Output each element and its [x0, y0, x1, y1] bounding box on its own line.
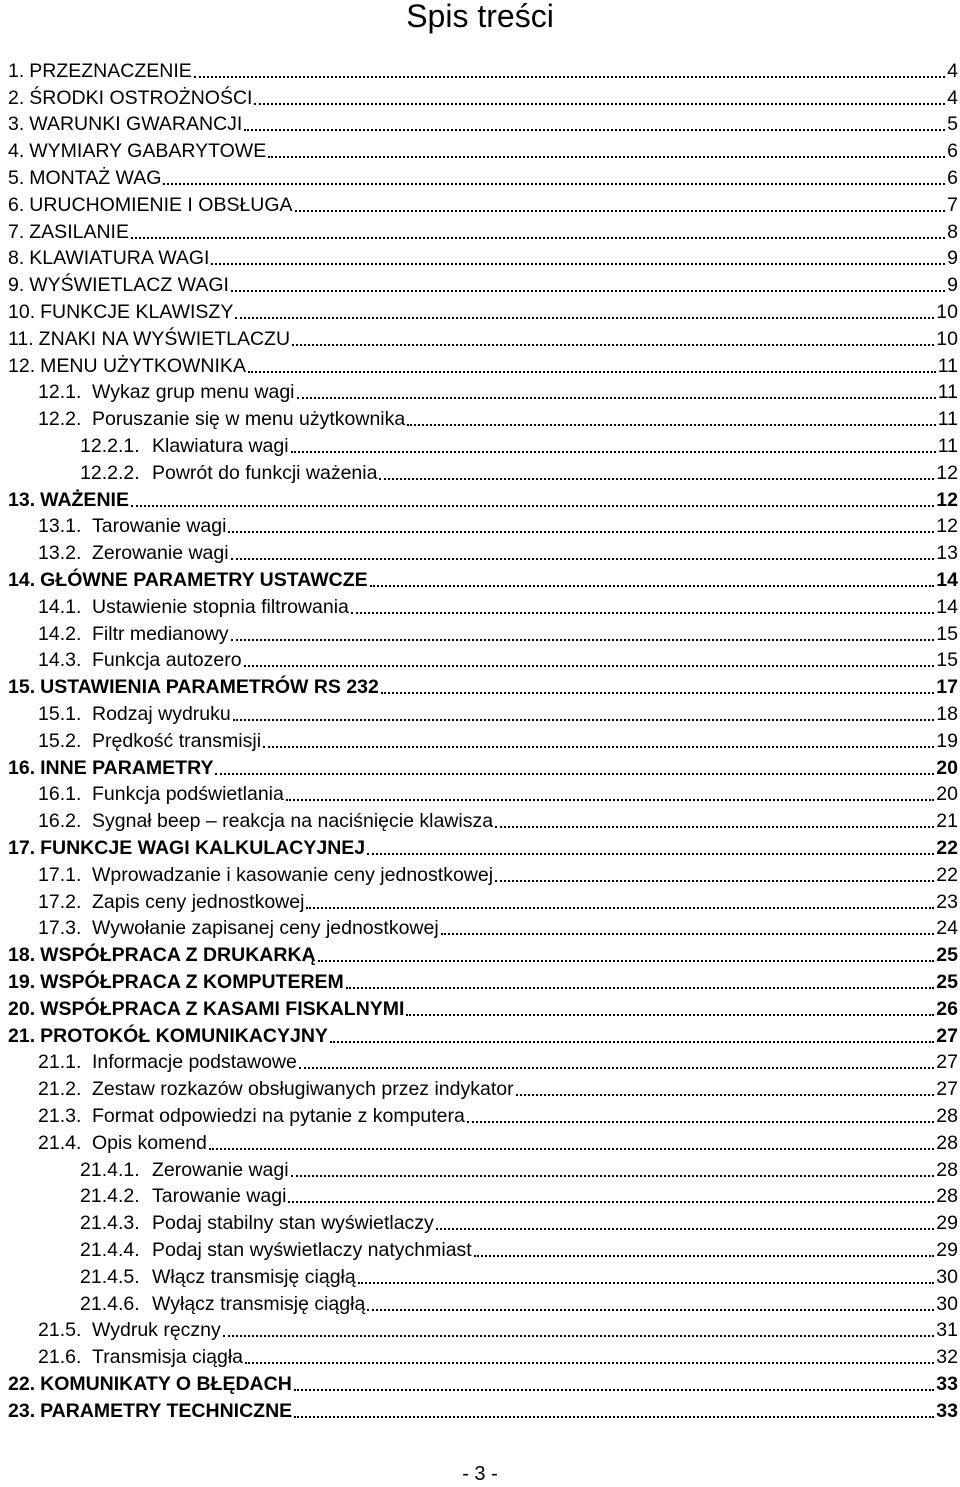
toc-entry-page: 9: [947, 247, 958, 270]
toc-entry-page: 31: [936, 1319, 958, 1342]
toc-entry[interactable]: [0, 1262, 958, 1289]
dot-leader: [248, 371, 936, 373]
toc-entry[interactable]: [0, 136, 958, 163]
toc-entry-number: 17.3.: [38, 917, 82, 940]
toc-entry-number: 15.1.: [38, 702, 82, 725]
toc-entry[interactable]: [0, 646, 958, 673]
toc-entry-page: 10: [936, 327, 958, 350]
toc-entry-page: 11: [937, 354, 958, 377]
toc-entry-number: 21.4.3.: [80, 1212, 140, 1235]
toc-entry[interactable]: [0, 726, 958, 753]
toc-entry-number: 21.5.: [38, 1319, 82, 1342]
dot-leader: [299, 1067, 934, 1069]
toc-entry-label: ZNAKI NA WYŚWIETLACZU: [38, 327, 291, 350]
toc-entry-label: PRZEZNACZENIE: [29, 59, 192, 82]
toc-entry-page: 22: [936, 863, 958, 886]
toc-entry-page: 9: [947, 274, 958, 297]
toc-entry-page: 33: [936, 1399, 958, 1422]
toc-entry[interactable]: [0, 1369, 958, 1396]
toc-entry-page: 24: [936, 917, 958, 940]
toc-entry-number: 16.1.: [38, 783, 82, 806]
dot-leader: [358, 1282, 935, 1284]
toc-entry[interactable]: [0, 860, 958, 887]
toc-entry-label: Funkcja podświetlania: [92, 783, 284, 806]
toc-entry-page: 20: [936, 756, 958, 779]
toc-entry-number: 7.: [8, 220, 25, 243]
toc-entry-page: 15: [936, 649, 958, 672]
dot-leader: [286, 799, 934, 801]
toc-entry-number: 9.: [8, 274, 25, 297]
page-title: Spis treści: [406, 0, 554, 34]
toc-entry-number: 21.2.: [38, 1078, 82, 1101]
toc-entry-page: 33: [936, 1372, 958, 1395]
dot-leader: [211, 263, 945, 265]
toc-entry-page: 7: [947, 193, 958, 216]
toc-entry-number: 1.: [8, 59, 25, 82]
toc-entry-page: 12: [936, 488, 958, 511]
toc-entry[interactable]: [0, 351, 958, 378]
toc-entry-number: 14.: [8, 568, 36, 591]
toc-entry[interactable]: [0, 297, 958, 324]
toc-entry[interactable]: [0, 672, 958, 699]
dot-leader: [131, 505, 934, 507]
toc-entry-label: ŚRODKI OSTROŻNOŚCI: [29, 86, 253, 109]
toc-entry[interactable]: [0, 780, 958, 807]
toc-entry-number: 3.: [8, 113, 25, 136]
toc-entry-page: 10: [936, 300, 958, 323]
toc-entry-label: Wywołanie zapisanej ceny jednostkowej: [92, 917, 439, 940]
toc-entry-number: 14.1.: [38, 595, 82, 618]
toc-entry-page: 4: [947, 86, 958, 109]
dot-leader: [367, 853, 934, 855]
dot-leader: [367, 1309, 934, 1311]
dot-leader: [215, 773, 934, 775]
toc-entry-number: 17.2.: [38, 890, 82, 913]
toc-entry-label: Wykaz grup menu wagi: [92, 381, 295, 404]
toc-entry-number: 13.2.: [38, 542, 82, 565]
dot-leader: [346, 987, 934, 989]
toc-entry-label: Podaj stan wyświetlaczy natychmiast: [152, 1238, 472, 1261]
toc-entry[interactable]: [0, 324, 958, 351]
toc-entry-number: 11.: [8, 327, 34, 350]
toc-entry-label: ZASILANIE: [29, 220, 129, 243]
toc-entry-page: 15: [936, 622, 958, 645]
toc-entry-label: Filtr medianowy: [92, 622, 229, 645]
toc-entry-number: 20.: [8, 997, 36, 1020]
dot-leader: [209, 1148, 934, 1150]
toc-entry-page: 28: [936, 1185, 958, 1208]
toc-entry-number: 10.: [8, 300, 36, 323]
dot-leader: [231, 290, 945, 292]
dot-leader: [306, 907, 934, 909]
toc-entry-label: Wydruk ręczny: [92, 1319, 221, 1342]
toc-entry-label: Wyłącz transmisję ciągłą: [152, 1292, 366, 1315]
toc-entry[interactable]: [0, 1155, 958, 1182]
toc-entry[interactable]: [0, 404, 958, 431]
toc-entry-label: Sygnał beep – reakcja na naciśnięcie klawisza: [92, 810, 494, 833]
toc-entry-number: 12.: [8, 354, 36, 377]
dot-leader: [294, 1416, 934, 1418]
toc-entry-number: 23.: [8, 1399, 36, 1422]
dot-leader: [254, 103, 945, 105]
toc-entry[interactable]: [0, 967, 958, 994]
toc-entry-label: PARAMETRY TECHNICZNE: [40, 1399, 293, 1422]
toc-entry-number: 17.: [8, 836, 36, 859]
toc-entry[interactable]: [0, 699, 958, 726]
toc-entry[interactable]: [0, 806, 958, 833]
toc-entry-number: 19.: [8, 970, 36, 993]
toc-entry-label: Zapis ceny jednostkowej: [92, 890, 305, 913]
toc-entry-page: 8: [947, 220, 958, 243]
dot-leader: [294, 1389, 934, 1391]
toc-entry-number: 13.1.: [38, 515, 82, 538]
toc-entry-page: 11: [937, 381, 958, 404]
toc-entry[interactable]: [0, 1074, 958, 1101]
dot-leader: [330, 1041, 934, 1043]
dot-leader: [351, 612, 934, 614]
page-number: - 3 -: [462, 1463, 498, 1485]
toc-entry[interactable]: [0, 244, 958, 271]
toc-entry[interactable]: [0, 485, 958, 512]
dot-leader: [244, 129, 945, 131]
toc-entry[interactable]: [0, 619, 958, 646]
toc-entry[interactable]: [0, 458, 958, 485]
toc-entry-label: Prędkość transmisji: [92, 729, 262, 752]
toc-entry[interactable]: [0, 431, 958, 458]
toc-entry-label: Opis komend: [92, 1131, 207, 1154]
toc-entry-label: Zerowanie wagi: [152, 1158, 289, 1181]
toc-entry-number: 21.6.: [38, 1346, 82, 1369]
toc-entry-page: 29: [936, 1212, 958, 1235]
toc-entry[interactable]: [0, 1048, 958, 1075]
toc-entry-label: Ustawienie stopnia filtrowania: [92, 595, 349, 618]
toc-entry-label: WYMIARY GABARYTOWE: [29, 140, 267, 163]
toc-entry-page: 4: [947, 59, 958, 82]
toc-entry-label: INNE PARAMETRY: [40, 756, 214, 779]
toc-entry-page: 32: [936, 1346, 958, 1369]
toc-entry-label: MONTAŻ WAG: [29, 166, 162, 189]
toc-entry[interactable]: [0, 1235, 958, 1262]
toc-entry-page: 25: [936, 944, 958, 967]
toc-entry[interactable]: [0, 1342, 958, 1369]
toc-entry-number: 21.4.5.: [80, 1265, 140, 1288]
toc-entry-page: 28: [936, 1104, 958, 1127]
toc-entry-page: 6: [947, 166, 958, 189]
dot-leader: [295, 210, 946, 212]
toc-entry-label: Poruszanie się w menu użytkownika: [92, 408, 406, 431]
toc-entry-label: Podaj stabilny stan wyświetlaczy: [152, 1212, 434, 1235]
dot-leader: [263, 746, 934, 748]
dot-leader: [318, 960, 935, 962]
toc-entry-label: Klawiatura wagi: [152, 434, 289, 457]
toc-entry-page: 12: [936, 515, 958, 538]
toc-entry[interactable]: [0, 1316, 958, 1343]
toc-entry-label: WSPÓŁPRACA Z DRUKARKĄ: [40, 944, 316, 967]
toc-entry-label: Tarowanie wagi: [152, 1185, 287, 1208]
toc-entry-label: Tarowanie wagi: [92, 515, 227, 538]
dot-leader: [223, 1335, 935, 1337]
dot-leader: [441, 933, 935, 935]
dot-leader: [244, 665, 935, 667]
toc-entry-label: Rodzaj wydruku: [92, 702, 231, 725]
toc-entry-number: 12.2.: [38, 408, 82, 431]
toc-entry-label: USTAWIENIA PARAMETRÓW RS 232: [40, 676, 379, 699]
toc-entry-number: 18.: [8, 944, 36, 967]
toc-entry[interactable]: [0, 1182, 958, 1209]
dot-leader: [516, 1094, 935, 1096]
toc-entry-label: Format odpowiedzi na pytanie z komputera: [92, 1104, 465, 1127]
dot-leader: [297, 397, 936, 399]
toc-entry-label: WSPÓŁPRACA Z KOMPUTEREM: [40, 970, 344, 993]
dot-leader: [245, 1362, 934, 1364]
toc-entry-label: WAŻENIE: [40, 488, 129, 511]
toc-entry[interactable]: [0, 914, 958, 941]
toc-entry-label: Funkcja autozero: [92, 649, 242, 672]
toc-entry-label: MENU UŻYTKOWNIKA: [40, 354, 246, 377]
toc-entry-label: Włącz transmisję ciągłą: [152, 1265, 356, 1288]
toc-entry-page: 17: [936, 676, 958, 699]
dot-leader: [495, 880, 934, 882]
toc-entry[interactable]: [0, 217, 958, 244]
dot-leader: [163, 183, 945, 185]
toc-entry-page: 25: [936, 970, 958, 993]
toc-entry-number: 17.1.: [38, 863, 82, 886]
toc-entry[interactable]: [0, 512, 958, 539]
dot-leader: [495, 826, 934, 828]
toc-entry-label: FUNKCJE WAGI KALKULACYJNEJ: [40, 836, 366, 859]
toc-entry-number: 12.1.: [38, 381, 82, 404]
dot-leader: [406, 1014, 934, 1016]
toc-entry-number: 21.4.1.: [80, 1158, 140, 1181]
toc-entry-number: 15.2.: [38, 729, 82, 752]
toc-entry-page: 14: [936, 595, 958, 618]
toc-entry-number: 21.4.6.: [80, 1292, 140, 1315]
toc-entry-label: KOMUNIKATY O BŁĘDACH: [40, 1372, 292, 1395]
dot-leader: [131, 237, 945, 239]
toc-entry[interactable]: [0, 1128, 958, 1155]
dot-leader: [233, 719, 935, 721]
toc-entry-number: 12.2.1.: [80, 434, 140, 457]
toc-entry[interactable]: [0, 190, 958, 217]
toc-entry-label: WARUNKI GWARANCJI: [29, 113, 243, 136]
toc-entry[interactable]: [0, 56, 958, 83]
toc-entry-page: 22: [936, 836, 958, 859]
toc-entry-label: Informacje podstawowe: [92, 1051, 297, 1074]
toc-entry-page: 28: [936, 1158, 958, 1181]
toc-entry-label: URUCHOMIENIE I OBSŁUGA: [29, 193, 293, 216]
toc-entry-page: 30: [936, 1265, 958, 1288]
dot-leader: [370, 585, 935, 587]
toc-entry-number: 8.: [8, 247, 25, 270]
toc-entry[interactable]: [0, 1396, 958, 1423]
toc-entry-number: 16.2.: [38, 810, 82, 833]
toc-entry-label: Wprowadzanie i kasowanie ceny jednostkowej: [92, 863, 494, 886]
toc-entry-label: PROTOKÓŁ KOMUNIKACYJNY: [40, 1024, 328, 1047]
toc-entry-page: 18: [936, 702, 958, 725]
toc-entry-number: 14.3.: [38, 649, 82, 672]
toc-entry-label: WYŚWIETLACZ WAGI: [29, 274, 229, 297]
toc-entry-number: 21.: [8, 1024, 36, 1047]
toc-entry-label: FUNKCJE KLAWISZY: [40, 300, 234, 323]
dot-leader: [231, 639, 935, 641]
toc-entry-number: 4.: [8, 140, 25, 163]
toc-entry-page: 14: [936, 568, 958, 591]
toc-entry[interactable]: [0, 565, 958, 592]
toc-entry-number: 22.: [8, 1372, 36, 1395]
toc-entry-number: 15.: [8, 676, 36, 699]
toc-entry-label: GŁÓWNE PARAMETRY USTAWCZE: [40, 568, 368, 591]
dot-leader: [291, 1175, 935, 1177]
toc-entry[interactable]: [0, 753, 958, 780]
toc-entry-page: 6: [947, 140, 958, 163]
toc-entry-page: 12: [936, 461, 958, 484]
toc-entry-label: KLAWIATURA WAGI: [29, 247, 210, 270]
toc-entry-page: 27: [936, 1078, 958, 1101]
dot-leader: [407, 424, 936, 426]
toc-entry-page: 21: [936, 810, 958, 833]
toc-entry-label: Zerowanie wagi: [92, 542, 229, 565]
toc-entry-page: 23: [936, 890, 958, 913]
dot-leader: [235, 317, 934, 319]
dot-leader: [288, 1201, 934, 1203]
toc-entry-label: WSPÓŁPRACA Z KASAMI FISKALNYMI: [40, 997, 405, 1020]
toc-entry-number: 16.: [8, 756, 36, 779]
dot-leader: [381, 692, 934, 694]
toc-entry-number: 21.1.: [38, 1051, 82, 1074]
dot-leader: [231, 558, 935, 560]
toc-entry[interactable]: [0, 538, 958, 565]
dot-leader: [292, 344, 934, 346]
toc-entry[interactable]: [0, 270, 958, 297]
dot-leader: [268, 156, 945, 158]
toc-entry-number: 21.3.: [38, 1104, 82, 1127]
dot-leader: [436, 1228, 935, 1230]
toc-entry-label: Powrót do funkcji ważenia: [152, 461, 378, 484]
toc-entry[interactable]: [0, 1021, 958, 1048]
dot-leader: [228, 531, 934, 533]
toc-entry-page: 5: [947, 113, 958, 136]
toc-entry[interactable]: [0, 110, 958, 137]
toc-entry-page: 29: [936, 1238, 958, 1261]
toc-entry[interactable]: [0, 163, 958, 190]
dot-leader: [467, 1121, 934, 1123]
toc-entry[interactable]: [0, 833, 958, 860]
toc-entry[interactable]: [0, 940, 958, 967]
toc-entry-label: Transmisja ciągła: [92, 1346, 243, 1369]
toc-entry[interactable]: [0, 887, 958, 914]
toc-entry-number: 21.4.4.: [80, 1238, 140, 1261]
toc-entry-page: 26: [936, 997, 958, 1020]
toc-entry[interactable]: [0, 1208, 958, 1235]
toc-entry[interactable]: [0, 994, 958, 1021]
toc-entry[interactable]: [0, 378, 958, 405]
toc-entry-number: 13.: [8, 488, 36, 511]
toc-entry-number: 6.: [8, 193, 25, 216]
toc-entry-page: 19: [936, 729, 958, 752]
toc-entry-page: 30: [936, 1292, 958, 1315]
dot-leader: [194, 76, 945, 78]
toc-entry-page: 11: [937, 434, 958, 457]
toc-entry-page: 13: [936, 542, 958, 565]
toc-entry[interactable]: [0, 1289, 958, 1316]
dot-leader: [474, 1255, 935, 1257]
toc-entry-number: 12.2.2.: [80, 461, 140, 484]
toc-entry-page: 27: [936, 1024, 958, 1047]
toc-entry-number: 14.2.: [38, 622, 82, 645]
dot-leader: [291, 451, 936, 453]
toc-entry[interactable]: [0, 1101, 958, 1128]
toc-entry-number: 21.4.2.: [80, 1185, 140, 1208]
toc-entry-page: 27: [936, 1051, 958, 1074]
toc-entry-label: Zestaw rozkazów obsługiwanych przez indykator: [92, 1078, 514, 1101]
toc-entry-number: 21.4.: [38, 1131, 82, 1154]
toc-entry-number: 5.: [8, 166, 25, 189]
dot-leader: [379, 478, 934, 480]
toc-entry[interactable]: [0, 83, 958, 110]
toc-entry-page: 11: [937, 408, 958, 431]
toc-entry[interactable]: [0, 592, 958, 619]
toc-entry-number: 2.: [8, 86, 25, 109]
toc-entry-page: 28: [936, 1131, 958, 1154]
toc-entry-page: 20: [936, 783, 958, 806]
